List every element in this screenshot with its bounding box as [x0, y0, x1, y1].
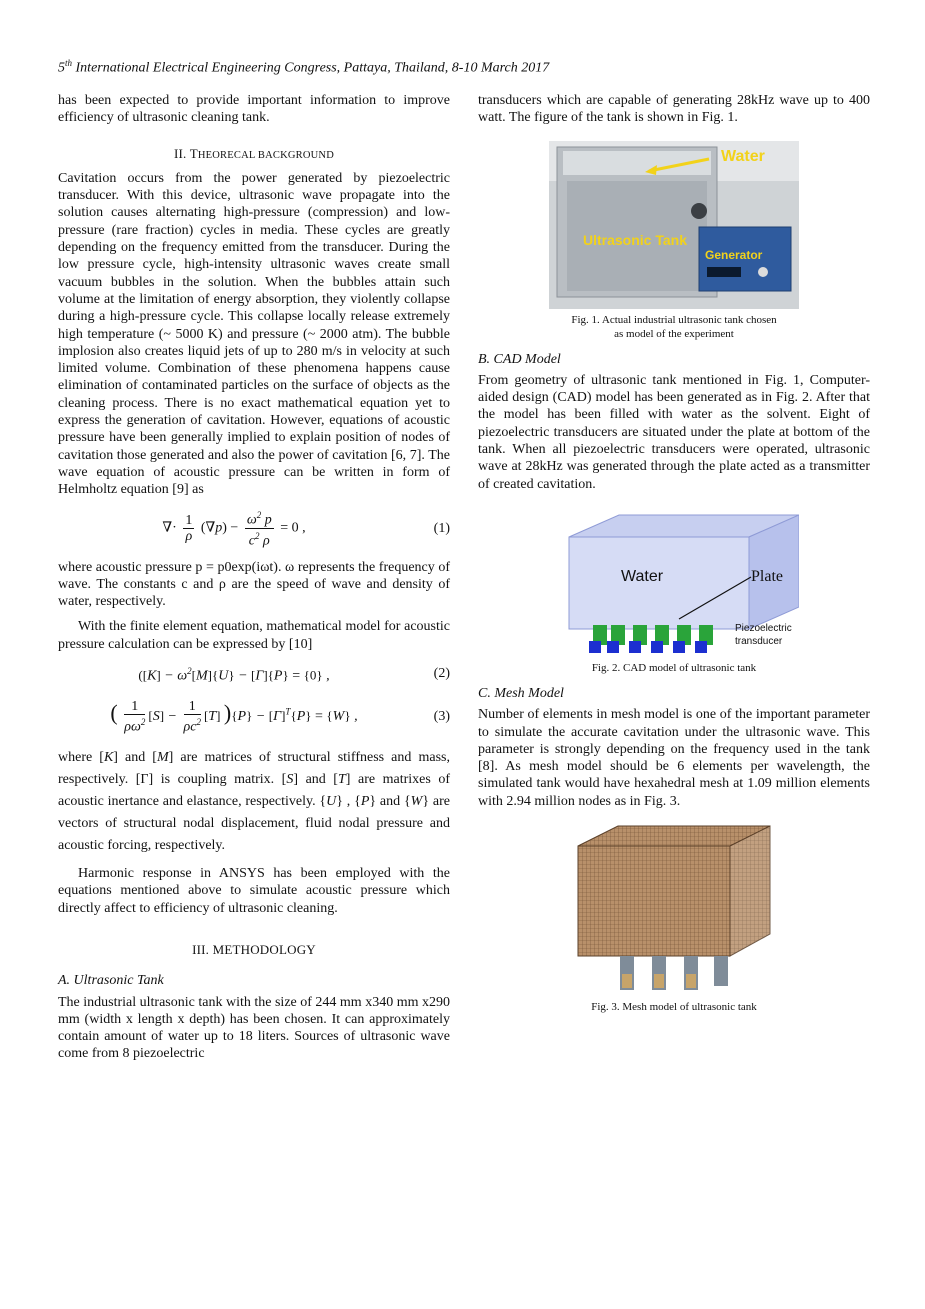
- figure-mesh-model: [574, 824, 774, 996]
- paragraph: Number of elements in mesh model is one of the important parameter to simulate the accurate cavitation under the ultrasonic wave. This parameter is strongly depending on the frequency used in the tank [8]. As mesh model should be 6 elements per wavelength, the simulated tank would have hexahedral mesh at 1.09 million elements with 2.94 million nodes as in Fig. 3.: [478, 707, 870, 809]
- paragraph: transducers which are capable of generating 28kHz wave up to 400 watt. The figure of the tank is shown in Fig. 1.: [478, 93, 870, 126]
- fig2-label-piezo-2: transducer: [735, 635, 783, 647]
- subsection-heading: B. CAD Model: [478, 351, 561, 367]
- subsection-heading: C. Mesh Model: [478, 685, 564, 701]
- paragraph: Harmonic response in ANSYS has been employed with the equations mentioned above to simulate acoustic pressure which directly affect to efficiency of ultrasonic cleaning.: [58, 866, 450, 916]
- fig1-label-generator: Generator: [705, 247, 763, 262]
- fig2-label-water: Water: [621, 567, 664, 585]
- figure-2-caption: Fig. 2. CAD model of ultrasonic tank: [591, 661, 757, 674]
- fig2-label-plate: Plate: [751, 567, 783, 585]
- figure-1-caption: Fig. 1. Actual industrial ultrasonic tank chosen as model of the experiment: [571, 313, 777, 340]
- section-heading-theory: II. THEORECAL BACKGROUND: [174, 145, 334, 161]
- paragraph: Cavitation occurs from the power generated by piezoelectric transducer. With this device, ultrasonic wave propagate into the solution causes alternating high-pressure (compression) and low-pressure (rare fraction) cycles in media. These cycles are greatly depending on the frequency emitted from the transducer. During the low pressure cycle, high-intensity ultrasonic waves create small vacuum bubbles in the solution. When the bubbles attain such volume at the limitation of energy absorption, they violently collapse during a high-pressure cycle. This collapse locally release extremely high temperature (~ 5000 K) and pressure (~ 2000 atm). The bubble implosion also creates liquid jets of up to 280 m/s in velocity at such limited volume. Combination of these phenomena happens cause elimination of contaminated particles on the surface of objects as the cleaning process. There is no exact mathematical equation yet to express the generation of cavitation. However, equations of acoustic pressure have been generally implied to explain position of nodes of cavitation those generated and also the power of cavitation [6, 7]. The wave equation of acoustic pressure can be written in form of Helmholtz equation [9] as: [58, 170, 450, 498]
- paragraph: From geometry of ultrasonic tank mentioned in Fig. 1, Computer-aided design (CAD) model has been generated as in Fig. 2. After that the model has been filled with water as the solvent. Eight of piezoelectric transducers are situated under the plate at bottom of the tank. When all piezoelectric transducers were operated, ultrasonic wave at 28kHz was generated through the plate acted as a transmitter of created cavitation.: [478, 372, 870, 492]
- paragraph: where [K] and [M] are matrices of structural stiffness and mass, respectively. [Γ] is coupling matrix. [S] and [T] are matrixes of acoustic inertance and elastance, respectively. {U} , {P} and {W} are vectors of structural nodal displacement, fluid nodal pressure and acoustic forcing, respectively.: [58, 750, 450, 854]
- fig1-label-water: Water: [721, 147, 765, 165]
- left-column: [58, 92, 450, 1071]
- right-column: [478, 92, 870, 1024]
- paragraph: With the finite element equation, mathematical model for acoustic pressure calculation can be expressed by [10]: [58, 619, 450, 652]
- section-heading-methodology: III. METHODOLOGY: [192, 941, 316, 957]
- paragraph: where acoustic pressure p = p0exp(iωt). ω represents the frequency of wave. The constants c and ρ are the speed of wave and density of water, respectively.: [58, 559, 450, 610]
- paragraph: has been expected to provide important information to improve efficiency of ultrasonic cleaning tank.: [58, 93, 450, 126]
- equation-1: ∇· $\frac{1}{\rho}$ (∇p) − $\frac{\omega^2 p}{c^2 \rho}$ = 0 , (1): [162, 510, 450, 549]
- equation-3: ( $\frac{1}{\rho\omega^2}$ [S] − $\frac{1}{\rho c^2}$ [T] )$\{P\} - [\Gamma]^T\{P\} = \{W\}$ , (3): [110, 699, 450, 735]
- figure-ultrasonic-tank-photo: [549, 141, 799, 309]
- page-header: 5th International Electrical Engineering Congress, Pattaya, Thailand, 8-10 March 2017: [58, 58, 550, 76]
- paragraph: The industrial ultrasonic tank with the size of 244 mm x340 mm x290 mm (width x length x depth) has been chosen. It can approximately contain amount of water up to 18 liters. Sources of ultrasonic wave come from 8 piezoelectric: [58, 994, 450, 1062]
- figure-cad-model: [549, 507, 799, 657]
- fig1-label-tank: Ultrasonic Tank: [583, 231, 687, 248]
- subsection-heading: A. Ultrasonic Tank: [58, 973, 164, 989]
- figure-3-caption: Fig. 3. Mesh model of ultrasonic tank: [591, 1001, 757, 1014]
- fig2-label-piezo-1: Piezoelectric: [735, 622, 792, 634]
- equation-2: ($[K] - \omega^2[M]\{U\} - [\Gamma]\{P\} = \{0\}$ , (2): [138, 666, 450, 684]
